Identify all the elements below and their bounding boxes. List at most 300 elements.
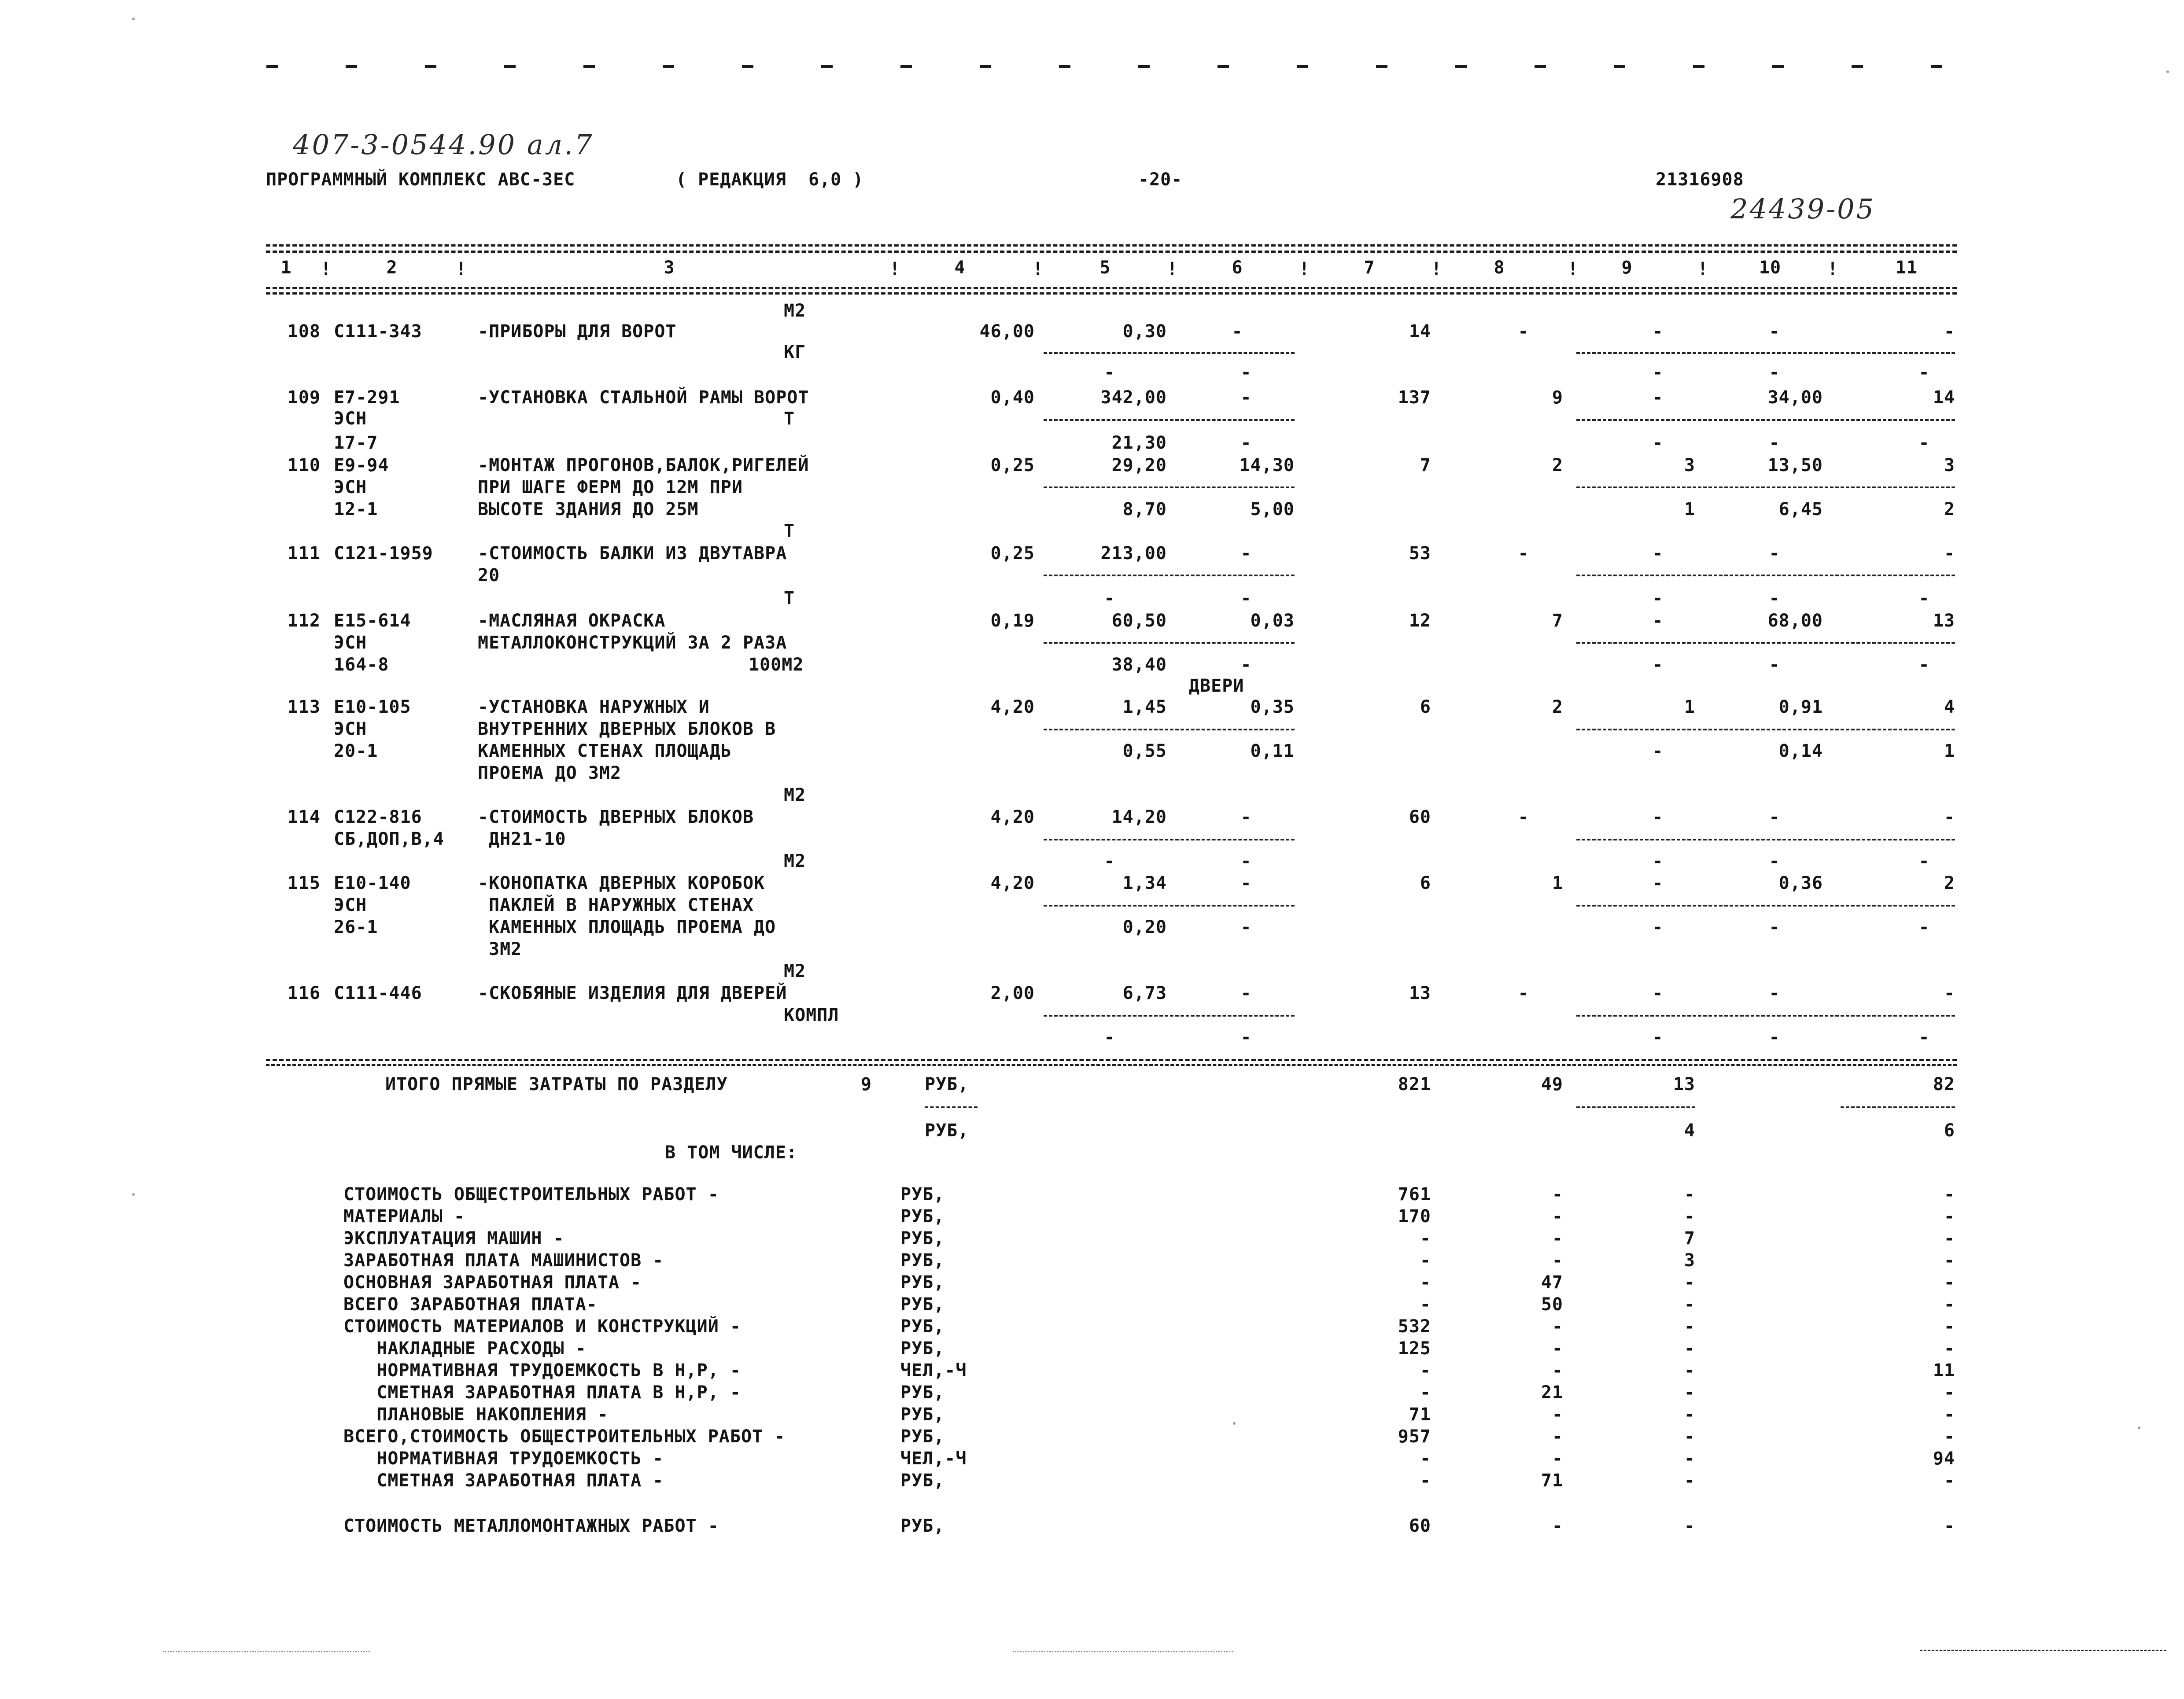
cell-dash: - (1240, 655, 1252, 675)
perforation-mark (821, 65, 833, 68)
row-number: 113 (287, 697, 321, 717)
cell-c8: - (1518, 983, 1529, 1003)
unit-label: Т (784, 521, 795, 541)
summary-c11: - (1944, 1471, 1955, 1491)
cell-c5: 29,20 (1111, 455, 1167, 475)
price-code: Е10-140 (334, 873, 411, 893)
cell-c6: - (1240, 387, 1252, 408)
summary-c11: - (1944, 1516, 1955, 1536)
summary-c11: 94 (1933, 1448, 1955, 1469)
summary-c9: 7 (1684, 1228, 1695, 1249)
summary-c7: - (1420, 1250, 1431, 1271)
edition-label: ( РЕДАКЦИЯ 6,0 ) (676, 170, 864, 190)
work-name: МЕТАЛЛОКОНСТРУКЦИЙ ЗА 2 РАЗА (478, 633, 787, 653)
unit-label: КГ (784, 342, 806, 362)
cell-c6: - (1240, 807, 1252, 827)
cell-c4: 4,20 (990, 697, 1035, 717)
cell-c6: - (1240, 983, 1252, 1003)
cell-c10: - (1769, 807, 1780, 827)
summary-c8: - (1552, 1516, 1563, 1536)
cell-c4: 0,25 (990, 543, 1035, 564)
cell-c4: 2,00 (990, 983, 1035, 1003)
summary-c8: - (1552, 1404, 1563, 1425)
work-name: ВНУТРЕННИХ ДВЕРНЫХ БЛОКОВ В (478, 719, 776, 739)
summary-c8: - (1552, 1448, 1563, 1469)
cell-dash: - (1918, 588, 1930, 608)
cell-c9: - (1652, 983, 1664, 1003)
bottom-scan-line (163, 1651, 370, 1652)
unit-label: ДВЕРИ (1189, 676, 1244, 696)
underline (1576, 352, 1955, 354)
row-number: 112 (287, 611, 321, 631)
cell-c5: 14,20 (1111, 807, 1167, 827)
cell-dash: - (1918, 362, 1930, 383)
cell-c9: 1 (1684, 499, 1695, 520)
cell-dash: - (1104, 588, 1115, 608)
cell-dash: - (1918, 433, 1930, 453)
perforation-mark (266, 65, 278, 68)
perforation-mark (1297, 65, 1308, 68)
summary-c11: - (1944, 1228, 1955, 1249)
col-sep: ! (1033, 259, 1044, 279)
cell-c4: 4,20 (990, 807, 1035, 827)
cell-dash: - (1652, 588, 1664, 608)
scan-speck (1233, 1422, 1236, 1425)
summary-c8: - (1552, 1228, 1563, 1249)
cell-c4: 0,19 (990, 611, 1035, 631)
underline (1576, 486, 1955, 488)
summary-label: ВСЕГО ЗАРАБОТНАЯ ПЛАТА- (343, 1294, 598, 1315)
in-total-label: В ТОМ ЧИСЛЕ: (665, 1142, 797, 1163)
header-bottom-rule (266, 287, 1957, 289)
perforation-mark (1376, 65, 1387, 68)
cell-dash: - (1652, 433, 1664, 453)
total-c11-secondary: 6 (1944, 1120, 1955, 1141)
cell-c8: 2 (1552, 697, 1563, 717)
summary-c8: - (1552, 1316, 1563, 1337)
cell-c7: 53 (1409, 543, 1431, 564)
page-number: -20- (1138, 170, 1183, 190)
summary-unit: РУБ, (900, 1404, 945, 1425)
summary-unit: РУБ, (900, 1228, 945, 1249)
underline (925, 1106, 978, 1108)
cell-dash: - (1652, 851, 1664, 871)
perforation-mark (663, 65, 674, 68)
cell-c10: 0,91 (1778, 697, 1823, 717)
summary-label: СМЕТНАЯ ЗАРАБОТНАЯ ПЛАТА В Н,Р, - (343, 1382, 741, 1403)
cell-dash: - (1240, 362, 1252, 383)
work-name: -МОНТАЖ ПРОГОНОВ,БАЛОК,РИГЕЛЕЙ (478, 455, 809, 475)
cell-c6: 14,30 (1239, 455, 1295, 475)
price-code-source: ЭСН (334, 633, 367, 653)
price-code-detail: 164-8 (334, 655, 389, 675)
cell-dash: - (1918, 1027, 1930, 1047)
col-sep: ! (889, 259, 901, 279)
unit-label: М2 (784, 785, 806, 805)
cell-c10: 34,00 (1767, 387, 1823, 408)
cell-c7: 12 (1409, 611, 1431, 631)
scan-speck (132, 1193, 135, 1196)
row-number: 114 (287, 807, 321, 827)
cell-c8: - (1518, 807, 1529, 827)
table-bottom-rule (266, 1059, 1957, 1061)
cell-dash: - (1769, 362, 1780, 383)
col-sep: ! (1167, 259, 1178, 279)
cell-c10: 0,36 (1778, 873, 1823, 893)
summary-c11: - (1944, 1206, 1955, 1227)
total-c11: 82 (1933, 1074, 1955, 1095)
work-name: ПРИ ШАГЕ ФЕРМ ДО 12М ПРИ (478, 477, 743, 498)
summary-c11: - (1944, 1404, 1955, 1425)
price-code-source: СБ,ДОП,В,4 (334, 829, 444, 849)
cell-c5: 1,45 (1122, 697, 1167, 717)
work-name: ДН21-10 (489, 829, 566, 849)
cell-dash: - (1918, 851, 1930, 871)
summary-label: НАКЛАДНЫЕ РАСХОДЫ - (343, 1338, 587, 1359)
summary-c8: - (1552, 1426, 1563, 1447)
price-code-source: ЭСН (334, 719, 367, 739)
col-header: 2 (386, 258, 398, 278)
cell-dash: - (1769, 851, 1780, 871)
summary-c9: - (1684, 1338, 1695, 1359)
underline (1044, 642, 1295, 644)
cell-c10: 13,50 (1767, 455, 1823, 475)
cell-c5: 21,30 (1111, 433, 1167, 453)
col-header: 11 (1895, 258, 1918, 278)
underline (1576, 575, 1955, 576)
price-code: Е9-94 (334, 455, 389, 475)
cell-dash: - (1769, 588, 1780, 608)
summary-c7: 60 (1409, 1516, 1431, 1536)
row-number: 111 (287, 543, 321, 564)
summary-c7: 71 (1409, 1404, 1431, 1425)
col-header: 5 (1099, 258, 1111, 278)
cell-dash: - (1240, 1027, 1252, 1047)
cell-dash: - (1652, 362, 1664, 383)
summary-label: ВСЕГО,СТОИМОСТЬ ОБЩЕСТРОИТЕЛЬНЫХ РАБОТ - (343, 1426, 786, 1447)
cell-c11: - (1944, 321, 1955, 342)
underline (1044, 839, 1295, 840)
total-c7: 821 (1398, 1074, 1431, 1095)
summary-unit: РУБ, (900, 1184, 945, 1205)
price-code: Е10-105 (334, 697, 411, 717)
summary-label: СТОИМОСТЬ МЕТАЛЛОМОНТАЖНЫХ РАБОТ - (343, 1516, 719, 1536)
cell-c6: 0,11 (1250, 741, 1295, 761)
header-bottom-rule-2 (266, 292, 1957, 295)
summary-c9: - (1684, 1272, 1695, 1293)
cell-c11: 3 (1944, 455, 1955, 475)
col-header: 8 (1494, 258, 1505, 278)
col-sep: ! (456, 259, 467, 279)
cell-c5: 0,20 (1122, 917, 1167, 937)
work-name: 20 (478, 565, 500, 586)
cell-c5: 0,30 (1122, 321, 1167, 342)
cell-dash: - (1240, 851, 1252, 871)
cell-c11: - (1944, 983, 1955, 1003)
summary-label: ЗАРАБОТНАЯ ПЛАТА МАШИНИСТОВ - (343, 1250, 664, 1271)
underline (1576, 642, 1955, 644)
cell-c11: 1 (1944, 741, 1955, 761)
cell-dash: - (1769, 1027, 1780, 1047)
cell-dash: - (1769, 917, 1780, 937)
col-header: 9 (1621, 258, 1633, 278)
cell-c9: - (1652, 321, 1664, 342)
summary-c9: - (1684, 1206, 1695, 1227)
table-bottom-rule-2 (266, 1064, 1957, 1066)
summary-label: НОРМАТИВНАЯ ТРУДОЕМКОСТЬ В Н,Р, - (343, 1360, 741, 1381)
unit-label: 100М2 (749, 655, 804, 675)
cell-dash: - (1652, 1027, 1664, 1047)
cell-c5: 342,00 (1100, 387, 1167, 408)
summary-label: СМЕТНАЯ ЗАРАБОТНАЯ ПЛАТА - (343, 1471, 664, 1491)
cell-c6: - (1240, 543, 1252, 564)
price-code-detail: 26-1 (334, 917, 378, 937)
cell-c9: - (1652, 611, 1664, 631)
summary-c8: 71 (1541, 1471, 1563, 1491)
cell-c5: 0,55 (1122, 741, 1167, 761)
cell-c4: 0,40 (990, 387, 1035, 408)
summary-c11: - (1944, 1184, 1955, 1205)
unit-label: КОМПЛ (784, 1005, 839, 1025)
summary-unit: ЧЕЛ,-Ч (900, 1448, 967, 1469)
price-code-source: ЭСН (334, 477, 367, 498)
perforation-mark (1931, 65, 1942, 68)
cell-c8: 1 (1552, 873, 1563, 893)
row-number: 108 (287, 321, 321, 342)
cell-c7: 137 (1398, 387, 1431, 408)
summary-c9: - (1684, 1471, 1695, 1491)
summary-unit: РУБ, (900, 1382, 945, 1403)
summary-c7: 532 (1398, 1316, 1431, 1337)
summary-c11: - (1944, 1272, 1955, 1293)
cell-dash: - (1769, 655, 1780, 675)
perforation-mark (1852, 65, 1863, 68)
cell-c5: 1,34 (1122, 873, 1167, 893)
bottom-scan-line (1013, 1651, 1233, 1652)
summary-c9: - (1684, 1316, 1695, 1337)
cell-dash: - (1918, 655, 1930, 675)
cell-c9: - (1652, 543, 1664, 564)
work-name: -СТОИМОСТЬ БАЛКИ ИЗ ДВУТАВРА (478, 543, 787, 564)
underline (1576, 1106, 1695, 1108)
perforation-mark (1138, 65, 1150, 68)
cell-c8: - (1518, 321, 1529, 342)
summary-c7: 125 (1398, 1338, 1431, 1359)
cell-dash: - (1240, 588, 1252, 608)
cell-c11: - (1944, 807, 1955, 827)
underline (1576, 839, 1955, 840)
col-header: 10 (1759, 258, 1782, 278)
summary-c11: - (1944, 1426, 1955, 1447)
work-name: КАМЕННЫХ СТЕНАХ ПЛОЩАДЬ (478, 741, 732, 761)
price-code-detail: 20-1 (334, 741, 378, 761)
cell-c8: 2 (1552, 455, 1563, 475)
summary-c11: - (1944, 1382, 1955, 1403)
perforation-mark (1693, 65, 1704, 68)
summary-unit: ЧЕЛ,-Ч (900, 1360, 967, 1381)
unit-label: Т (784, 588, 795, 608)
summary-c9: - (1684, 1448, 1695, 1469)
col-header: 3 (664, 258, 675, 278)
underline (1576, 419, 1955, 421)
col-header: 6 (1232, 258, 1243, 278)
cell-c5: 8,70 (1122, 499, 1167, 520)
cell-c8: 9 (1552, 387, 1563, 408)
scan-speck (132, 18, 135, 20)
summary-label: ОСНОВНАЯ ЗАРАБОТНАЯ ПЛАТА - (343, 1272, 642, 1293)
unit-label: М2 (784, 851, 806, 871)
perforation-mark (425, 65, 436, 68)
summary-c11: - (1944, 1294, 1955, 1315)
underline (1044, 729, 1295, 730)
total-c9-secondary: 4 (1684, 1120, 1695, 1141)
work-name: -СТОИМОСТЬ ДВЕРНЫХ БЛОКОВ (478, 807, 754, 827)
scan-speck (2166, 70, 2169, 73)
work-name: -КОНОПАТКА ДВЕРНЫХ КОРОБОК (478, 873, 765, 893)
summary-label: СТОИМОСТЬ МАТЕРИАЛОВ И КОНСТРУКЦИЙ - (343, 1316, 741, 1337)
perforation-mark (742, 65, 753, 68)
summary-c8: - (1552, 1250, 1563, 1271)
unit-label: Т (784, 409, 795, 429)
summary-c7: - (1420, 1471, 1431, 1491)
col-sep: ! (321, 259, 332, 279)
underline (1576, 729, 1955, 730)
cell-c7: 60 (1409, 807, 1431, 827)
summary-label: МАТЕРИАЛЫ - (343, 1206, 465, 1227)
row-number: 110 (287, 455, 321, 475)
cell-c10: 68,00 (1767, 611, 1823, 631)
summary-c8: - (1552, 1360, 1563, 1381)
work-name: -СКОБЯНЫЕ ИЗДЕЛИЯ ДЛЯ ДВЕРЕЙ (478, 983, 787, 1003)
total-c8: 49 (1541, 1074, 1563, 1095)
cell-c4: 4,20 (990, 873, 1035, 893)
cell-c10: - (1769, 321, 1780, 342)
perforation-mark (980, 65, 991, 68)
summary-c9: - (1684, 1184, 1695, 1205)
price-code-detail: 12-1 (334, 499, 378, 520)
summary-unit: РУБ, (900, 1471, 945, 1491)
cell-c9: - (1652, 387, 1664, 408)
cell-c10: - (1769, 983, 1780, 1003)
row-number: 116 (287, 983, 321, 1003)
cell-dash: - (1104, 851, 1115, 871)
col-sep: ! (1299, 259, 1310, 279)
cell-c4: 46,00 (979, 321, 1035, 342)
cell-c6: 0,03 (1250, 611, 1295, 631)
cell-c7: 13 (1409, 983, 1431, 1003)
col-sep: ! (1697, 259, 1709, 279)
summary-c7: 170 (1398, 1206, 1431, 1227)
unit-label: М2 (784, 301, 806, 321)
cell-c9: 3 (1684, 455, 1695, 475)
document-code: 21316908 (1656, 170, 1744, 190)
summary-c9: - (1684, 1404, 1695, 1425)
price-code-detail: 17-7 (334, 433, 378, 453)
summary-c8: 50 (1541, 1294, 1563, 1315)
cell-c9: 1 (1684, 697, 1695, 717)
underline (1044, 905, 1295, 907)
cell-c10: - (1769, 543, 1780, 564)
work-name: -УСТАНОВКА СТАЛЬНОЙ РАМЫ ВОРОТ (478, 387, 809, 408)
program-title: ПРОГРАММНЫЙ КОМПЛЕКС АВС-3ЕС (266, 170, 576, 190)
summary-c9: 3 (1684, 1250, 1695, 1271)
perforation-mark (1614, 65, 1625, 68)
cell-c9: - (1652, 807, 1664, 827)
summary-c11: - (1944, 1338, 1955, 1359)
underline (1576, 905, 1955, 907)
cell-c7: 14 (1409, 321, 1431, 342)
cell-c6: - (1240, 917, 1252, 937)
scan-speck (2138, 1426, 2140, 1429)
work-name: ПРОЕМА ДО 3М2 (478, 763, 622, 783)
summary-label: СТОИМОСТЬ ОБЩЕСТРОИТЕЛЬНЫХ РАБОТ - (343, 1184, 719, 1205)
perforation-mark (900, 65, 912, 68)
underline (1044, 575, 1295, 576)
work-name: -ПРИБОРЫ ДЛЯ ВОРОТ (478, 321, 677, 342)
summary-unit: РУБ, (900, 1516, 945, 1536)
summary-c11: - (1944, 1316, 1955, 1337)
cell-c9: - (1652, 741, 1664, 761)
cell-c5: 213,00 (1100, 543, 1167, 564)
handwritten-code: 24439-05 (1730, 193, 1876, 225)
summary-c7: - (1420, 1448, 1431, 1469)
total-c9: 13 (1673, 1074, 1695, 1095)
cell-c6: - (1232, 321, 1243, 342)
summary-c9: - (1684, 1360, 1695, 1381)
perforation-mark (1455, 65, 1467, 68)
cell-dash: - (1240, 433, 1252, 453)
summary-c7: - (1420, 1294, 1431, 1315)
unit-label: М2 (784, 961, 806, 981)
summary-unit: РУБ, (900, 1316, 945, 1337)
price-code: Е7-291 (334, 387, 400, 408)
cell-c11: - (1944, 543, 1955, 564)
cell-c6: 0,35 (1250, 697, 1295, 717)
summary-c7: - (1420, 1228, 1431, 1249)
cell-c7: 7 (1420, 455, 1431, 475)
summary-c9: - (1684, 1426, 1695, 1447)
col-sep: ! (1431, 259, 1442, 279)
summary-c7: - (1420, 1382, 1431, 1403)
perforation-mark (583, 65, 595, 68)
cell-c11: 2 (1944, 873, 1955, 893)
summary-unit: РУБ, (900, 1338, 945, 1359)
underline (1576, 1015, 1955, 1017)
cell-dash: - (1918, 917, 1930, 937)
underline (1044, 419, 1295, 421)
cell-c11: 14 (1933, 387, 1955, 408)
summary-c9: - (1684, 1382, 1695, 1403)
perforation-mark (346, 65, 357, 68)
bottom-scan-line (1920, 1650, 2166, 1651)
work-name: -УСТАНОВКА НАРУЖНЫХ И (478, 697, 710, 717)
price-code: Е15-614 (334, 611, 411, 631)
underline (1044, 352, 1295, 354)
work-name: 3М2 (489, 939, 522, 959)
summary-unit: РУБ, (900, 1426, 945, 1447)
summary-c11: 11 (1933, 1360, 1955, 1381)
work-name: -МАСЛЯНАЯ ОКРАСКА (478, 611, 666, 631)
cell-c11: 4 (1944, 697, 1955, 717)
perforation-mark (1772, 65, 1784, 68)
perforation-mark (1217, 65, 1229, 68)
total-unit-secondary: РУБ, (925, 1120, 969, 1141)
summary-c9: - (1684, 1516, 1695, 1536)
price-code-source: ЭСН (334, 409, 367, 429)
price-code: С111-446 (334, 983, 422, 1003)
summary-c8: - (1552, 1338, 1563, 1359)
underline (1044, 486, 1295, 488)
